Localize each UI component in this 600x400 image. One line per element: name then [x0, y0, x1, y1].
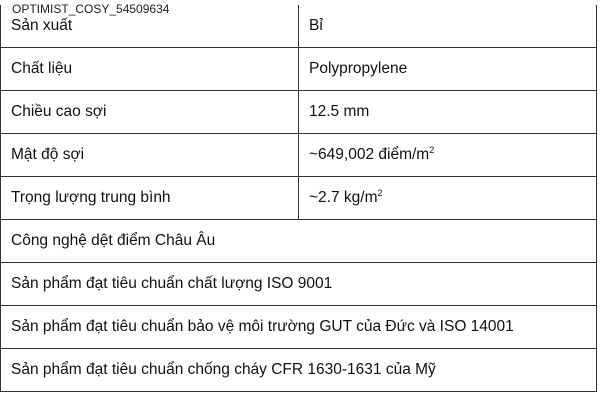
- note-text: Sản phẩm đạt tiêu chuẩn chống cháy CFR 1630-1631 của Mỹ: [1, 349, 597, 392]
- note-row: [1, 220, 597, 263]
- unit-superscript: 2: [429, 145, 435, 155]
- product-spec-table: [0, 5, 597, 392]
- spec-value-text: ~649,002 điểm/m: [309, 146, 430, 163]
- image-caption: OPTIMIST_COSY_54509634: [12, 2, 170, 16]
- spec-label: Sản xuất: [1, 5, 299, 48]
- spec-value: [299, 177, 597, 220]
- unit-superscript: 2: [377, 188, 383, 198]
- spec-value: Polypropylene: [299, 48, 597, 91]
- note-text: Công nghệ dệt điểm Châu Âu: [1, 220, 597, 263]
- spec-label: Chiều cao sợi: [1, 91, 299, 134]
- spec-row-pile-density: [1, 134, 597, 177]
- spec-row-pile-height: [1, 91, 597, 134]
- note-row: [1, 306, 597, 349]
- spec-label: Chất liệu: [1, 48, 299, 91]
- spec-label: Mật độ sợi: [1, 134, 299, 177]
- spec-value-text: ~2.7 kg/m: [309, 189, 378, 206]
- spec-label: Trọng lượng trung bình: [1, 177, 299, 220]
- spec-value: 12.5 mm: [299, 91, 597, 134]
- note-row: [1, 263, 597, 306]
- note-text: Sản phẩm đạt tiêu chuẩn chất lượng ISO 9001: [1, 263, 597, 306]
- note-text: Sản phẩm đạt tiêu chuẩn bảo vệ môi trường GUT của Đức và ISO 14001: [1, 306, 597, 349]
- spec-row-material: [1, 48, 597, 91]
- note-row: [1, 349, 597, 392]
- spec-value: Bỉ: [299, 5, 597, 48]
- spec-row-average-weight: [1, 177, 597, 220]
- spec-value: [299, 134, 597, 177]
